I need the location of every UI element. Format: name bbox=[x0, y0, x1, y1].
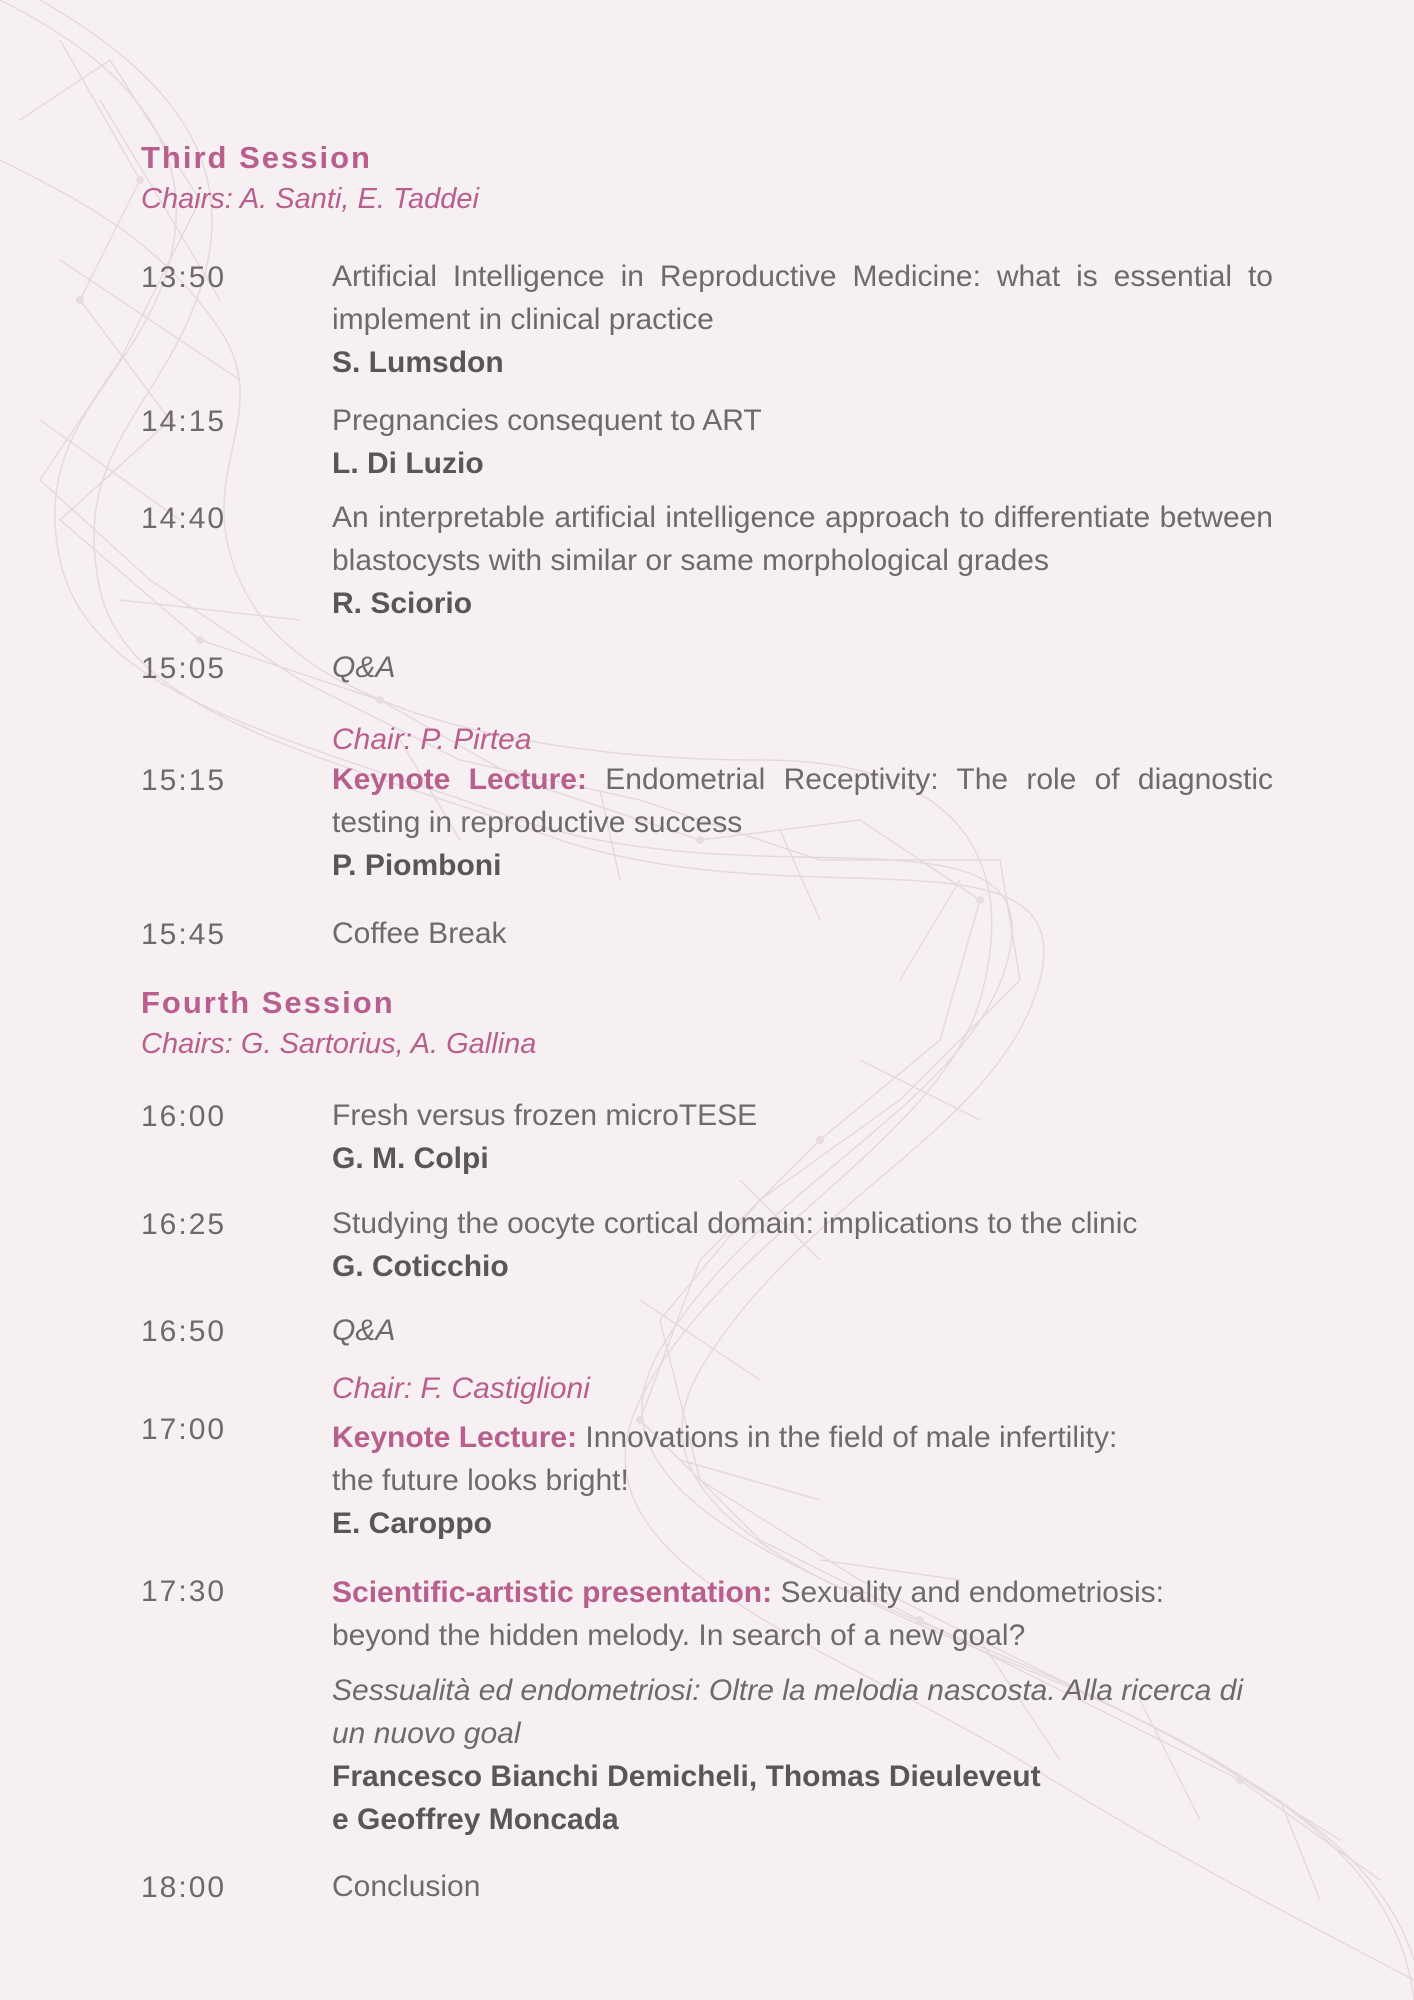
talk-title: Studying the oocyte cortical domain: implications to the clinic bbox=[332, 1207, 1138, 1240]
talk-1625 bbox=[332, 1202, 1273, 1288]
talk-title-line1: Innovations in the field of male infertility: bbox=[585, 1421, 1118, 1454]
third-session-title: Third Session bbox=[141, 140, 372, 175]
talk-1415 bbox=[332, 399, 1273, 485]
talk-speaker: G. M. Colpi bbox=[332, 1142, 489, 1175]
talk-title-line1: Sexuality and endometriosis: bbox=[780, 1576, 1164, 1609]
time-1545: 15:45 bbox=[141, 918, 227, 951]
time-1800: 18:00 bbox=[141, 1871, 227, 1904]
talk-title: Pregnancies consequent to ART bbox=[332, 404, 762, 437]
talk-title: Endometrial Receptivity: The role of diagnostic testing in reproductive success bbox=[332, 763, 1273, 839]
talk-speaker: S. Lumsdon bbox=[332, 346, 504, 379]
talk-1505-qa: Q&A bbox=[332, 651, 396, 684]
time-1730: 17:30 bbox=[141, 1575, 227, 1608]
fourth-session-title: Fourth Session bbox=[141, 985, 395, 1020]
time-1350: 13:50 bbox=[141, 261, 227, 294]
talk-1350 bbox=[332, 255, 1273, 384]
talk-1800-conclusion: Conclusion bbox=[332, 1870, 481, 1903]
time-1440: 14:40 bbox=[141, 502, 227, 535]
talk-alt-title: Sessualità ed endometriosi: Oltre la melodia nascosta. Alla ricerca di un nuovo goal bbox=[332, 1674, 1243, 1750]
talk-speaker: E. Caroppo bbox=[332, 1507, 493, 1540]
keynote-1700-chair bbox=[332, 1367, 1273, 1410]
talk-speaker: G. Coticchio bbox=[332, 1250, 509, 1283]
talk-speaker-line1: Francesco Bianchi Demicheli, Thomas Dieuleveut bbox=[332, 1760, 1041, 1793]
talk-1600 bbox=[332, 1094, 1273, 1180]
keynote-label: Keynote Lecture: bbox=[332, 763, 587, 796]
talk-title-line2: beyond the hidden melody. In search of a new goal? bbox=[332, 1619, 1026, 1652]
keynote-chair: Chair: P. Pirtea bbox=[332, 723, 532, 756]
keynote-label: Keynote Lecture: bbox=[332, 1421, 578, 1454]
talk-speaker: L. Di Luzio bbox=[332, 447, 484, 480]
time-1650: 16:50 bbox=[141, 1315, 227, 1348]
time-1515: 15:15 bbox=[141, 764, 227, 797]
time-1625: 16:25 bbox=[141, 1208, 227, 1241]
talk-1515-keynote bbox=[332, 758, 1273, 887]
talk-1545-break: Coffee Break bbox=[332, 917, 507, 950]
talk-speaker: P. Piomboni bbox=[332, 849, 502, 882]
time-1415: 14:15 bbox=[141, 405, 227, 438]
talk-1440 bbox=[332, 496, 1273, 625]
talk-title: Fresh versus frozen microTESE bbox=[332, 1099, 758, 1132]
fourth-session-chairs: Chairs: G. Sartorius, A. Gallina bbox=[141, 1028, 537, 1060]
keynote-1515-chair bbox=[332, 718, 1273, 761]
third-session-chairs: Chairs: A. Santi, E. Taddei bbox=[141, 183, 479, 215]
talk-title: An interpretable artificial intelligence approach to differentiate between blastocysts with similar or same morphological grades bbox=[332, 501, 1273, 577]
talk-1730-presentation bbox=[332, 1571, 1262, 1841]
talk-speaker-line2: e Geoffrey Moncada bbox=[332, 1803, 619, 1836]
keynote-chair: Chair: F. Castiglioni bbox=[332, 1372, 590, 1405]
talk-title: Artificial Intelligence in Reproductive Medicine: what is essential to implement in clinical practice bbox=[332, 260, 1273, 336]
time-1505: 15:05 bbox=[141, 652, 227, 685]
talk-1700-keynote bbox=[332, 1416, 1273, 1545]
talk-1650-qa: Q&A bbox=[332, 1314, 396, 1347]
talk-speaker: R. Sciorio bbox=[332, 587, 473, 620]
time-1600: 16:00 bbox=[141, 1100, 227, 1133]
time-1700: 17:00 bbox=[141, 1413, 227, 1446]
presentation-label: Scientific-artistic presentation: bbox=[332, 1576, 773, 1609]
talk-title-line2: the future looks bright! bbox=[332, 1464, 629, 1497]
